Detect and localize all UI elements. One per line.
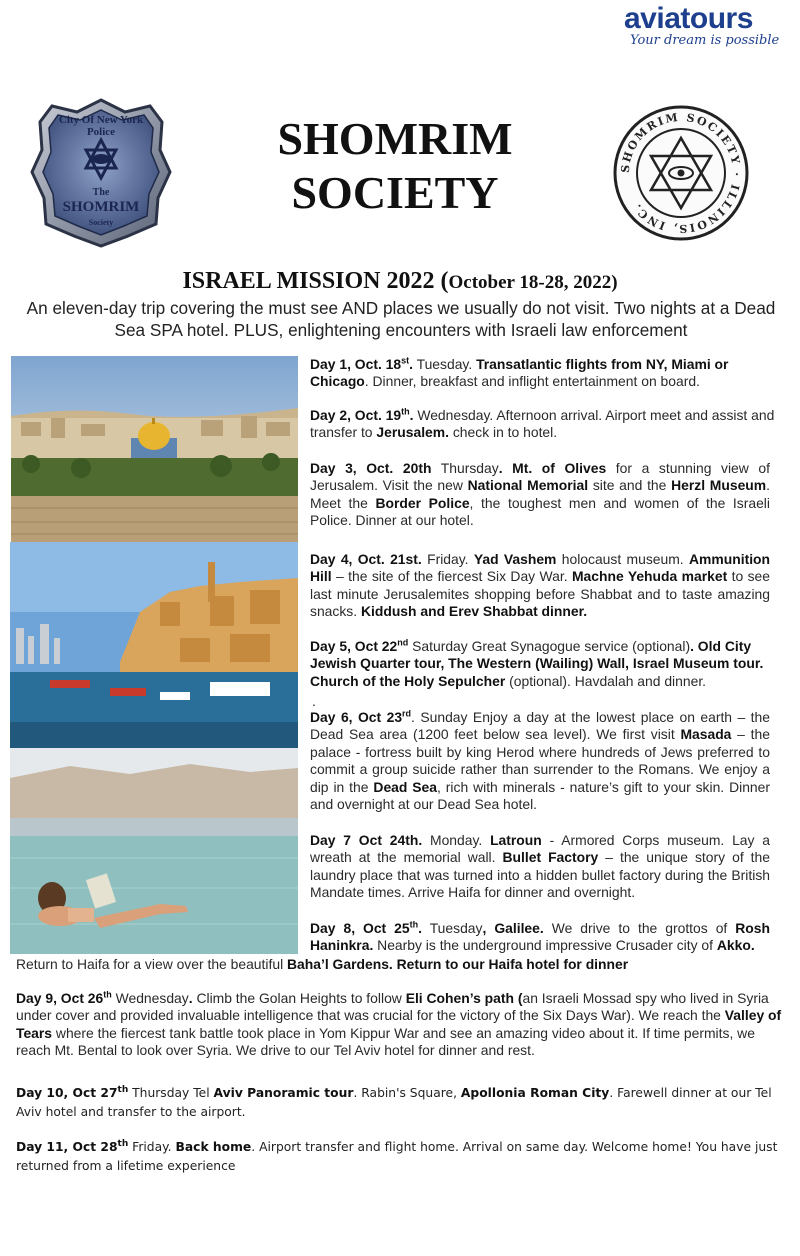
day9-text-3: where the fiercest tank battle took place in Yom Kippur War and see an amazing video about it. If time permits, we reach Mt. Bental to look over Syria. We drive to our Tel Aviv hotel for dinner and rest. [16, 1024, 755, 1059]
day1-ordinal: st [401, 355, 410, 366]
page-title [200, 112, 590, 220]
day3-text-3: . Meet the [310, 477, 771, 511]
day9-period: . [188, 990, 193, 1006]
day2-jerusalem: Jerusalem. [376, 424, 449, 441]
stray-dot: . [312, 693, 316, 709]
day1-flights: Transatlantic flights from NY, Miami or Chicago [310, 356, 729, 390]
day5-old-city: . Old City Jewish Quarter tour, The Western (Wailing) Wall, Israel Museum tour. Church of the Holy Sepulcher [310, 638, 764, 689]
day1-period: . [409, 356, 413, 372]
day4-ammunition-hill: Ammunition Hill [310, 551, 771, 585]
day5-ordinal: nd [397, 637, 409, 648]
jerusalem-photo [11, 356, 298, 542]
badge-line-4: SHOMRIM [62, 199, 140, 215]
day7-text-2: – the unique story of the laundry place that was turned into a hidden bullet factory during the British Mandate times. Arrive Haifa for dinner and overnight. [310, 849, 770, 901]
day8-weekday: Tuesday [421, 920, 483, 936]
day11-weekday: Friday. [128, 1140, 176, 1154]
day6-ordinal: rd [402, 708, 412, 719]
brand-name: aviatours [624, 2, 753, 35]
day7-text-1: - Armored Corps museum. Lay a wreath at the memorial wall. [310, 832, 770, 866]
day2-ordinal: th [401, 406, 410, 417]
day9-text-1: Climb the Golan Heights to follow [192, 990, 406, 1006]
day11-heading: Day 11, Oct 28 [16, 1140, 118, 1154]
day8-period: . [418, 920, 422, 936]
day10-heading: Day 10, Oct 27 [16, 1086, 118, 1100]
day6-text-3: , rich with minerals - nature’s gift to your skin. Dinner and overnight at our Dead Sea hotel. [310, 778, 770, 813]
day1-weekday: Tuesday. [413, 356, 477, 372]
itinerary-day-6 [310, 709, 770, 813]
badge-line-2: Police [86, 126, 116, 138]
day3-heading: Day 3, Oct. 20th [310, 460, 432, 476]
day9-text-2: an Israeli Mossad spy who lived in Syria under cover and provided invaluable intelligence that was crucial for the victory of the Six Days War). We reach the [16, 990, 769, 1024]
mission-heading [0, 268, 800, 295]
day10-apollonia: Apollonia Roman City [460, 1086, 610, 1100]
day6-heading: Day 6, Oct 23 [310, 709, 403, 725]
brand-tagline: Your dream is possible [630, 33, 780, 48]
day9-weekday: Wednesday [111, 990, 189, 1006]
itinerary-day-10 [16, 1084, 786, 1122]
day5-text-1: Saturday Great Synagogue service (optional) [408, 638, 691, 654]
dead-sea-photo [10, 748, 298, 954]
day7-weekday: Monday. [422, 832, 491, 848]
day11-back-home: Back home [175, 1140, 252, 1154]
day8-akko: Akko. [716, 937, 755, 954]
day4-text-2: – the site of the fiercest Six Day War. [331, 568, 572, 585]
day2-period: . [409, 407, 414, 423]
day8-text-2: Nearby is the underground impressive Crusader city of [373, 937, 717, 954]
day10-text-0: Thursday Tel [128, 1086, 214, 1100]
seal-text: SHOMRIM SOCIETY · ILLINOIS, INC. [618, 110, 744, 236]
day6-text-1: . Sunday Enjoy a day at the lowest place on earth – the Dead Sea area (1200 feet below sea level). We first visit [310, 709, 770, 743]
badge-line-1: City Of New York [58, 114, 144, 126]
day10-ordinal: th [117, 1084, 129, 1095]
itinerary-day-7 [310, 832, 770, 902]
itinerary-day-11 [16, 1138, 786, 1176]
day4-machne-yehuda: Machne Yehuda market [571, 568, 728, 585]
day10-panoramic: Aviv Panoramic tour [213, 1086, 354, 1100]
day1-heading: Day 1, Oct. 18 [310, 356, 402, 372]
day8-text-1: We drive to the grottos of [543, 920, 736, 936]
day2-text-end: check in to hotel. [449, 424, 558, 441]
day5-text-2: (optional). Havdalah and dinner. [505, 672, 707, 689]
day9-eli-cohen: Eli Cohen’s path ( [405, 990, 523, 1006]
day3-border-police: Border Police [375, 494, 470, 511]
day3-mt-olives: Mt. of Olives [502, 460, 607, 476]
day9-ordinal: th [103, 989, 112, 1000]
shomrim-illinois-seal [610, 102, 752, 244]
day3-text-4: , the toughest men and women of the Israeli Police. Dinner at our hotel. [310, 494, 770, 529]
aviatours-logo [624, 4, 784, 56]
day11-text: . Airport transfer and flight home. Arrival on same day. Welcome home! You have just returned from a lifetime experience [16, 1140, 778, 1173]
day7-heading: Day 7 Oct 24th. [310, 832, 423, 848]
day9-valley-of-tears: Valley of Tears [16, 1007, 782, 1041]
day4-text-3: to see last minute Jerusalemites shopping before Shabbat and to taste amazing snacks. [310, 568, 770, 620]
mission-dates: October 18-28, 2022) [448, 272, 618, 293]
day4-text-1: holocaust museum. [556, 551, 689, 567]
itinerary-day-4 [310, 551, 770, 621]
jaffa-photo [10, 542, 298, 748]
day3-text-1: for a stunning view of Jerusalem. Visit the new [310, 460, 770, 494]
itinerary-day-3 [310, 460, 770, 530]
day6-text-2: – the palace - fortress built by king Herod where hundreds of Jews preferred to commit a group suicide rather than surrender to the Romans. We enjoy a dip in the [310, 726, 770, 795]
day3-period: . [498, 460, 503, 476]
title-line-1: SHOMRIM [277, 113, 513, 164]
day1-text: . Dinner, breakfast and inflight entertainment on board. [364, 373, 700, 390]
day9-heading: Day 9, Oct 26 [16, 990, 104, 1006]
badge-line-5: Society [88, 218, 114, 227]
badge-text-bottom [30, 184, 172, 230]
nypd-shomrim-badge [30, 98, 172, 248]
day10-text-2: . Farewell dinner at our Tel Aviv hotel and transfer to the airport. [16, 1086, 772, 1119]
mission-title: ISRAEL MISSION 2022 ( [182, 268, 449, 294]
day10-text-1: . Rabin's Square, [353, 1086, 461, 1100]
day4-kiddush: Kiddush and Erev Shabbat dinner. [360, 603, 588, 620]
itinerary-day-5 [310, 638, 770, 690]
badge-text-top [30, 114, 172, 138]
day5-heading: Day 5, Oct 22 [310, 638, 398, 654]
badge-line-3: The [92, 187, 110, 198]
day8-bahai-gardens: Baha’l Gardens. Return to our Haifa hotel for dinner [287, 956, 629, 972]
day8-haifa-text: Return to Haifa for a view over the beautiful [16, 956, 288, 972]
itinerary-day-8-continued [16, 956, 786, 973]
day4-yad-vashem: Yad Vashem [473, 551, 557, 567]
day3-text-2: site and the [588, 477, 672, 494]
title-line-2: SOCIETY [291, 167, 499, 218]
day3-weekday: Thursday [431, 460, 499, 476]
day8-rosh-haninkra: Rosh Haninkra. [310, 920, 770, 954]
day8-ordinal: th [409, 919, 419, 930]
intro-text: An eleven-day trip covering the must see AND places we usually do not visit. Two nights at a Dead Sea SPA hotel. PLUS, enlightening encounters with Israeli law enforcement [26, 298, 776, 340]
day8-heading: Day 8, Oct 25 [310, 920, 410, 936]
itinerary-day-8 [310, 920, 770, 955]
itinerary-day-2 [310, 407, 784, 442]
day3-national-memorial: National Memorial [467, 477, 589, 494]
day11-ordinal: th [117, 1138, 129, 1149]
day2-heading: Day 2, Oct. 19 [310, 407, 402, 423]
day6-dead-sea: Dead Sea [373, 778, 438, 795]
day3-herzl-museum: Herzl Museum [671, 477, 767, 494]
itinerary-day-1 [310, 356, 784, 391]
day6-masada: Masada [680, 726, 732, 743]
day2-text: Wednesday. Afternoon arrival. Airport meet and assist and transfer to [310, 407, 775, 441]
day7-bullet-factory: Bullet Factory [502, 849, 599, 866]
day4-weekday: Friday. [421, 551, 474, 567]
day8-galilee: , Galilee. [482, 920, 544, 936]
day4-heading: Day 4, Oct. 21st. [310, 551, 422, 567]
seal-icon [610, 102, 752, 244]
day7-latroun: Latroun [490, 832, 542, 848]
itinerary-day-9 [16, 990, 786, 1060]
